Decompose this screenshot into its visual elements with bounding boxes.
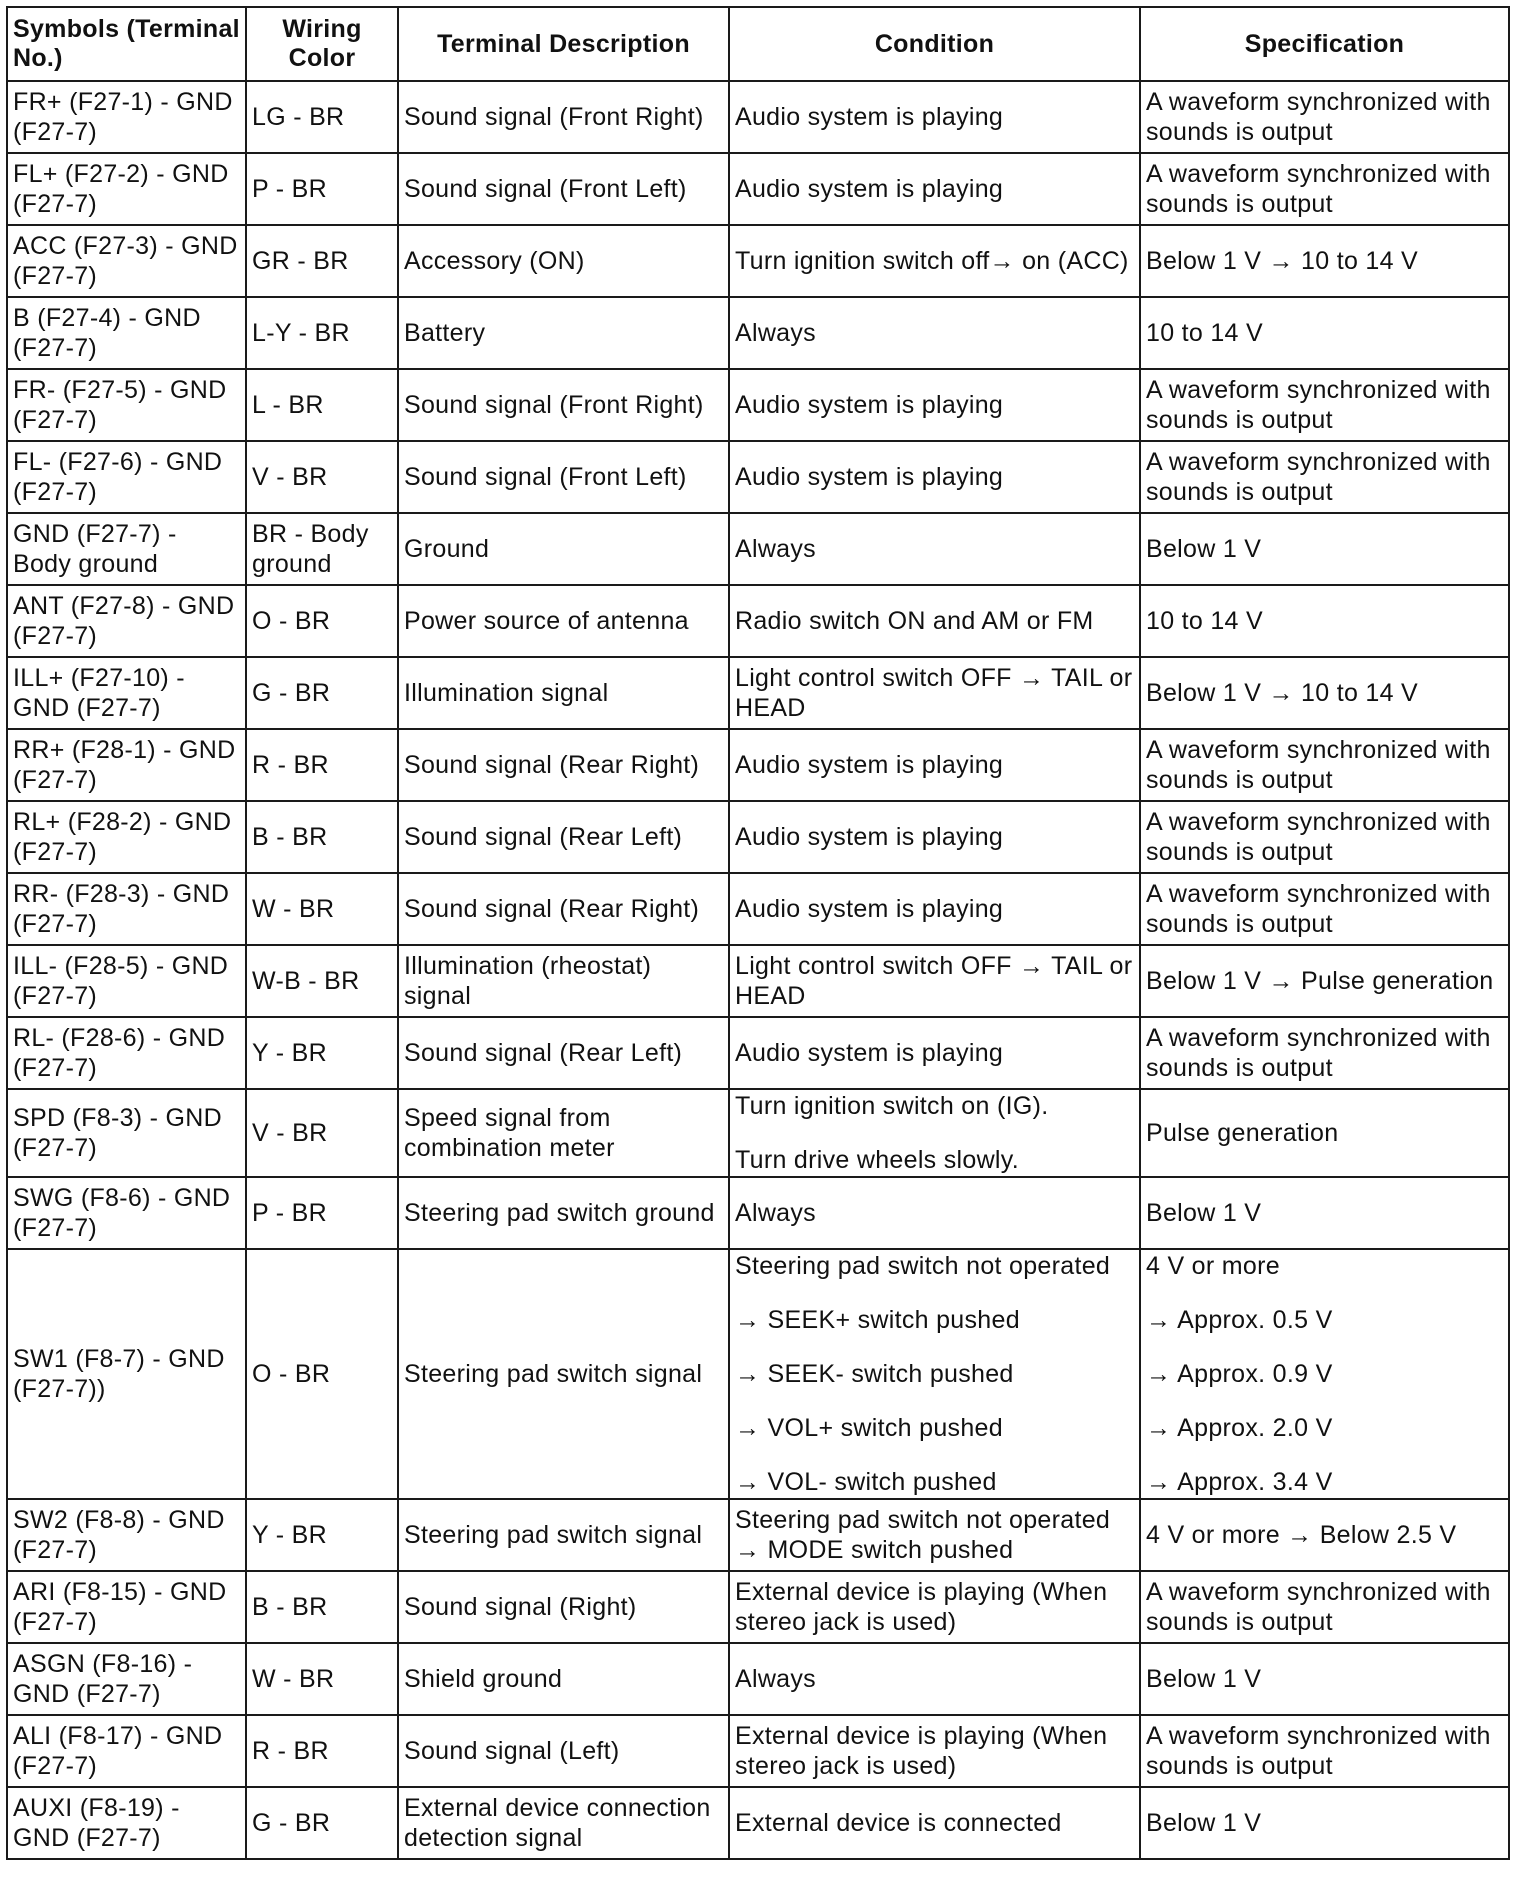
cell-condition: [729, 585, 1140, 657]
cell-terminal-description: External device connection detection signal: [398, 1787, 729, 1859]
cell-symbol: ANT (F27-8) - GND (F27-7): [7, 585, 246, 657]
cell-terminal-description: Shield ground: [398, 1643, 729, 1715]
condition-line: Always: [735, 535, 816, 563]
table-row: [7, 1089, 1509, 1177]
cell-specification: [1140, 1715, 1509, 1787]
cell-wiring-color: R - BR: [246, 729, 398, 801]
condition-line: Light control switch OFF → TAIL or HEAD: [735, 664, 1133, 722]
cell-symbol: GND (F27-7) - Body ground: [7, 513, 246, 585]
cell-terminal-description: Illumination signal: [398, 657, 729, 729]
table-row: [7, 1571, 1509, 1643]
cell-specification: [1140, 513, 1509, 585]
cell-wiring-color: W - BR: [246, 1643, 398, 1715]
cell-condition: [729, 1715, 1140, 1787]
specification-line: 4 V or more → Below 2.5 V: [1146, 1521, 1457, 1549]
cell-wiring-color: G - BR: [246, 1787, 398, 1859]
table-row: [7, 1643, 1509, 1715]
cell-wiring-color: Y - BR: [246, 1499, 398, 1571]
cell-wiring-color: BR - Body ground: [246, 513, 398, 585]
cell-condition: [729, 1499, 1140, 1571]
specification-line: A waveform synchronized with sounds is output: [1146, 376, 1491, 434]
table-row: [7, 585, 1509, 657]
specification-line: Below 1 V: [1146, 1665, 1262, 1693]
cell-terminal-description: Sound signal (Rear Right): [398, 729, 729, 801]
cell-condition: [729, 297, 1140, 369]
cell-symbol: SPD (F8-3) - GND (F27-7): [7, 1089, 246, 1177]
cell-specification: [1140, 945, 1509, 1017]
table-row: [7, 369, 1509, 441]
condition-line: Turn drive wheels slowly.: [735, 1146, 1019, 1174]
table-row: [7, 225, 1509, 297]
cell-specification: [1140, 81, 1509, 153]
condition-line: External device is playing (When stereo jack is used): [735, 1722, 1108, 1780]
cell-condition: [729, 801, 1140, 873]
cell-symbol: ASGN (F8-16) - GND (F27-7): [7, 1643, 246, 1715]
condition-line: External device is connected: [735, 1809, 1062, 1837]
cell-condition: [729, 1177, 1140, 1249]
cell-wiring-color: G - BR: [246, 657, 398, 729]
cell-terminal-description: Accessory (ON): [398, 225, 729, 297]
cell-wiring-color: O - BR: [246, 585, 398, 657]
condition-line: Turn ignition switch on (IG).: [735, 1092, 1049, 1120]
table-row: [7, 297, 1509, 369]
cell-specification: [1140, 153, 1509, 225]
condition-line: → SEEK- switch pushed: [735, 1360, 1014, 1388]
cell-terminal-description: Illumination (rheostat) signal: [398, 945, 729, 1017]
condition-line: Audio system is playing: [735, 823, 1004, 851]
cell-wiring-color: GR - BR: [246, 225, 398, 297]
condition-line: Audio system is playing: [735, 463, 1004, 491]
cell-symbol: SW1 (F8-7) - GND (F27-7)): [7, 1249, 246, 1499]
condition-line: Turn ignition switch off→ on (ACC): [735, 247, 1129, 275]
cell-condition: [729, 873, 1140, 945]
cell-symbol: ALI (F8-17) - GND (F27-7): [7, 1715, 246, 1787]
cell-symbol: FL+ (F27-2) - GND (F27-7): [7, 153, 246, 225]
column-header-condition: Condition: [729, 7, 1140, 81]
cell-symbol: ACC (F27-3) - GND (F27-7): [7, 225, 246, 297]
cell-symbol: ILL- (F28-5) - GND (F27-7): [7, 945, 246, 1017]
condition-line: Audio system is playing: [735, 103, 1004, 131]
condition-line: Audio system is playing: [735, 751, 1004, 779]
cell-condition: [729, 369, 1140, 441]
cell-specification: [1140, 369, 1509, 441]
cell-terminal-description: Steering pad switch ground: [398, 1177, 729, 1249]
specification-line: 10 to 14 V: [1146, 319, 1263, 347]
cell-wiring-color: B - BR: [246, 801, 398, 873]
cell-condition: [729, 441, 1140, 513]
cell-wiring-color: Y - BR: [246, 1017, 398, 1089]
condition-line: Audio system is playing: [735, 391, 1004, 419]
cell-specification: [1140, 873, 1509, 945]
cell-terminal-description: Sound signal (Front Right): [398, 369, 729, 441]
cell-wiring-color: L-Y - BR: [246, 297, 398, 369]
table-row: [7, 1715, 1509, 1787]
table-row: [7, 153, 1509, 225]
table-body: [7, 81, 1509, 1859]
cell-condition: [729, 1017, 1140, 1089]
table-row: [7, 657, 1509, 729]
cell-terminal-description: Sound signal (Left): [398, 1715, 729, 1787]
table-header-row: [7, 7, 1509, 81]
cell-wiring-color: P - BR: [246, 153, 398, 225]
cell-terminal-description: Steering pad switch signal: [398, 1249, 729, 1499]
cell-terminal-description: Ground: [398, 513, 729, 585]
cell-specification: [1140, 1017, 1509, 1089]
cell-symbol: AUXI (F8-19) - GND (F27-7): [7, 1787, 246, 1859]
cell-terminal-description: Sound signal (Front Left): [398, 441, 729, 513]
cell-specification: [1140, 1571, 1509, 1643]
condition-line: → SEEK+ switch pushed: [735, 1306, 1020, 1334]
cell-specification: [1140, 1249, 1509, 1499]
specification-line: A waveform synchronized with sounds is output: [1146, 1578, 1491, 1636]
condition-line: Light control switch OFF → TAIL or HEAD: [735, 952, 1133, 1010]
table-row: [7, 1787, 1509, 1859]
cell-condition: [729, 729, 1140, 801]
cell-symbol: B (F27-4) - GND (F27-7): [7, 297, 246, 369]
cell-wiring-color: V - BR: [246, 1089, 398, 1177]
cell-terminal-description: Power source of antenna: [398, 585, 729, 657]
specification-line: 4 V or more: [1146, 1252, 1280, 1280]
cell-specification: [1140, 1787, 1509, 1859]
cell-terminal-description: Sound signal (Front Right): [398, 81, 729, 153]
cell-condition: [729, 945, 1140, 1017]
cell-condition: [729, 1787, 1140, 1859]
cell-terminal-description: Sound signal (Rear Left): [398, 1017, 729, 1089]
table-row: [7, 441, 1509, 513]
cell-specification: [1140, 1643, 1509, 1715]
cell-symbol: FL- (F27-6) - GND (F27-7): [7, 441, 246, 513]
condition-line: → VOL- switch pushed: [735, 1468, 997, 1496]
table-row: [7, 1249, 1509, 1499]
cell-wiring-color: W - BR: [246, 873, 398, 945]
condition-line: Always: [735, 1199, 816, 1227]
cell-symbol: SWG (F8-6) - GND (F27-7): [7, 1177, 246, 1249]
cell-condition: [729, 225, 1140, 297]
table-row: [7, 945, 1509, 1017]
condition-line: Audio system is playing: [735, 175, 1004, 203]
cell-condition: [729, 153, 1140, 225]
specification-line: → Approx. 0.9 V: [1146, 1360, 1333, 1388]
condition-line: Radio switch ON and AM or FM: [735, 607, 1094, 635]
column-header-specification: Specification: [1140, 7, 1509, 81]
cell-terminal-description: Sound signal (Rear Right): [398, 873, 729, 945]
condition-line: → VOL+ switch pushed: [735, 1414, 1003, 1442]
specification-line: A waveform synchronized with sounds is output: [1146, 160, 1491, 218]
cell-wiring-color: L - BR: [246, 369, 398, 441]
cell-wiring-color: P - BR: [246, 1177, 398, 1249]
specification-line: A waveform synchronized with sounds is output: [1146, 1722, 1491, 1780]
specification-line: Below 1 V → 10 to 14 V: [1146, 679, 1419, 707]
specification-line: → Approx. 0.5 V: [1146, 1306, 1333, 1334]
cell-specification: [1140, 225, 1509, 297]
cell-symbol: SW2 (F8-8) - GND (F27-7): [7, 1499, 246, 1571]
cell-condition: [729, 1249, 1140, 1499]
specification-line: A waveform synchronized with sounds is output: [1146, 808, 1491, 866]
table-row: [7, 1177, 1509, 1249]
specification-line: Below 1 V: [1146, 535, 1262, 563]
cell-terminal-description: Sound signal (Front Left): [398, 153, 729, 225]
condition-line: Steering pad switch not operated → MODE switch pushed: [735, 1506, 1111, 1564]
cell-symbol: RL+ (F28-2) - GND (F27-7): [7, 801, 246, 873]
cell-terminal-description: Sound signal (Right): [398, 1571, 729, 1643]
table-row: [7, 81, 1509, 153]
terminal-table-container: [6, 6, 1510, 1860]
cell-specification: [1140, 1499, 1509, 1571]
cell-symbol: FR- (F27-5) - GND (F27-7): [7, 369, 246, 441]
cell-condition: [729, 513, 1140, 585]
column-header-terminal-description: Terminal Description: [398, 7, 729, 81]
cell-specification: [1140, 297, 1509, 369]
cell-wiring-color: V - BR: [246, 441, 398, 513]
cell-symbol: RR+ (F28-1) - GND (F27-7): [7, 729, 246, 801]
specification-line: Below 1 V → 10 to 14 V: [1146, 247, 1419, 275]
condition-line: Audio system is playing: [735, 1039, 1004, 1067]
table-row: [7, 513, 1509, 585]
cell-specification: [1140, 801, 1509, 873]
specification-line: A waveform synchronized with sounds is output: [1146, 880, 1491, 938]
cell-terminal-description: Steering pad switch signal: [398, 1499, 729, 1571]
cell-specification: [1140, 585, 1509, 657]
specification-line: Below 1 V: [1146, 1199, 1262, 1227]
cell-terminal-description: Sound signal (Rear Left): [398, 801, 729, 873]
cell-condition: [729, 81, 1140, 153]
cell-wiring-color: W-B - BR: [246, 945, 398, 1017]
cell-specification: [1140, 657, 1509, 729]
table-row: [7, 1499, 1509, 1571]
cell-specification: [1140, 1177, 1509, 1249]
table-row: [7, 873, 1509, 945]
cell-specification: [1140, 1089, 1509, 1177]
cell-symbol: RR- (F28-3) - GND (F27-7): [7, 873, 246, 945]
specification-line: A waveform synchronized with sounds is output: [1146, 1024, 1491, 1082]
cell-wiring-color: LG - BR: [246, 81, 398, 153]
table-row: [7, 801, 1509, 873]
cell-condition: [729, 657, 1140, 729]
column-header-symbols: Symbols (Terminal No.): [7, 7, 246, 81]
specification-line: 10 to 14 V: [1146, 607, 1263, 635]
cell-symbol: RL- (F28-6) - GND (F27-7): [7, 1017, 246, 1089]
condition-line: Always: [735, 1665, 816, 1693]
cell-symbol: FR+ (F27-1) - GND (F27-7): [7, 81, 246, 153]
specification-line: Below 1 V → Pulse generation: [1146, 967, 1494, 995]
cell-condition: [729, 1089, 1140, 1177]
cell-terminal-description: Battery: [398, 297, 729, 369]
condition-line: Always: [735, 319, 816, 347]
condition-line: Audio system is playing: [735, 895, 1004, 923]
specification-line: A waveform synchronized with sounds is output: [1146, 448, 1491, 506]
specification-line: A waveform synchronized with sounds is output: [1146, 736, 1491, 794]
terminal-spec-table: [6, 6, 1510, 1860]
cell-condition: [729, 1643, 1140, 1715]
table-row: [7, 729, 1509, 801]
specification-line: → Approx. 2.0 V: [1146, 1414, 1333, 1442]
cell-wiring-color: O - BR: [246, 1249, 398, 1499]
specification-line: A waveform synchronized with sounds is output: [1146, 88, 1491, 146]
column-header-wiring-color: Wiring Color: [246, 7, 398, 81]
cell-symbol: ARI (F8-15) - GND (F27-7): [7, 1571, 246, 1643]
table-row: [7, 1017, 1509, 1089]
cell-wiring-color: R - BR: [246, 1715, 398, 1787]
condition-line: Steering pad switch not operated: [735, 1252, 1111, 1280]
specification-line: Pulse generation: [1146, 1119, 1339, 1147]
cell-symbol: ILL+ (F27-10) - GND (F27-7): [7, 657, 246, 729]
specification-line: Below 1 V: [1146, 1809, 1262, 1837]
cell-specification: [1140, 729, 1509, 801]
cell-terminal-description: Speed signal from combination meter: [398, 1089, 729, 1177]
condition-line: External device is playing (When stereo jack is used): [735, 1578, 1108, 1636]
specification-line: → Approx. 3.4 V: [1146, 1468, 1333, 1496]
cell-condition: [729, 1571, 1140, 1643]
cell-wiring-color: B - BR: [246, 1571, 398, 1643]
cell-specification: [1140, 441, 1509, 513]
